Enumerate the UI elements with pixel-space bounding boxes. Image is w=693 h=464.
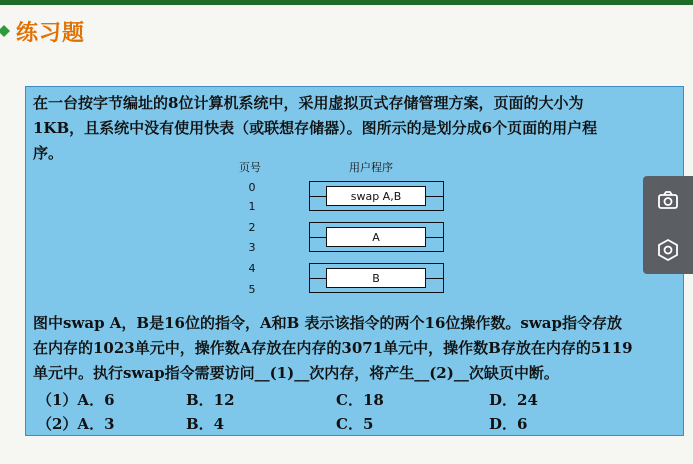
question-text-line: 在内存的1023单元中，操作数A存放在内存的3071单元中，操作数B存放在内存的5119: [33, 339, 633, 357]
question-text-line: 图中swap A，B是16位的指令，A和B 表示该指令的两个16位操作数。swap指令存放: [33, 314, 622, 332]
page-number: 0: [248, 181, 256, 194]
option-2b: B．4: [186, 415, 225, 433]
side-toolbar: [643, 176, 693, 274]
swap-instruction-block: swap A,B: [326, 186, 426, 206]
user-program-header: 用户程序: [349, 161, 393, 174]
camera-icon[interactable]: [656, 188, 680, 212]
program-page-frame: [309, 181, 444, 211]
problem-text-line: 在一台按字节编址的8位计算机系统中，采用虚拟页式存储管理方案，页面的大小为: [33, 94, 584, 112]
top-accent-bar: [0, 0, 693, 5]
slide-header: [0, 14, 85, 48]
page-number: 2: [248, 221, 256, 234]
program-page-frame: [309, 222, 444, 252]
question-text-line: 单元中。执行swap指令需要访问__(1)__次内存，将产生__(2)__次缺页中断。: [33, 364, 559, 382]
option-2a: （2）A．3: [37, 415, 115, 433]
page-number: 1: [248, 200, 256, 213]
option-1b: B．12: [186, 391, 235, 409]
page-number: 3: [248, 241, 256, 254]
page-number: 5: [248, 283, 256, 296]
problem-text-line: 序。: [33, 144, 64, 162]
option-2d: D．6: [489, 415, 528, 433]
option-2c: C．5: [336, 415, 374, 433]
settings-hex-icon[interactable]: [656, 238, 680, 262]
problem-text-line: 1KB，且系统中没有使用快表（或联想存储器）。图所示的是划分成6个页面的用户程: [33, 119, 598, 137]
page-number-header: 页号: [239, 161, 261, 174]
option-1a: （1）A．6: [37, 391, 115, 409]
option-1c: C．18: [336, 391, 384, 409]
option-1d: D．24: [489, 391, 538, 409]
program-page-frame: [309, 263, 444, 293]
diamond-bullet-icon: [0, 25, 10, 37]
operand-a-block: A: [326, 227, 426, 247]
page-number: 4: [248, 262, 256, 275]
slide-title: 练习题: [16, 19, 86, 46]
question-panel: [25, 86, 684, 436]
page-diagram: [231, 159, 471, 299]
operand-b-block: B: [326, 268, 426, 288]
